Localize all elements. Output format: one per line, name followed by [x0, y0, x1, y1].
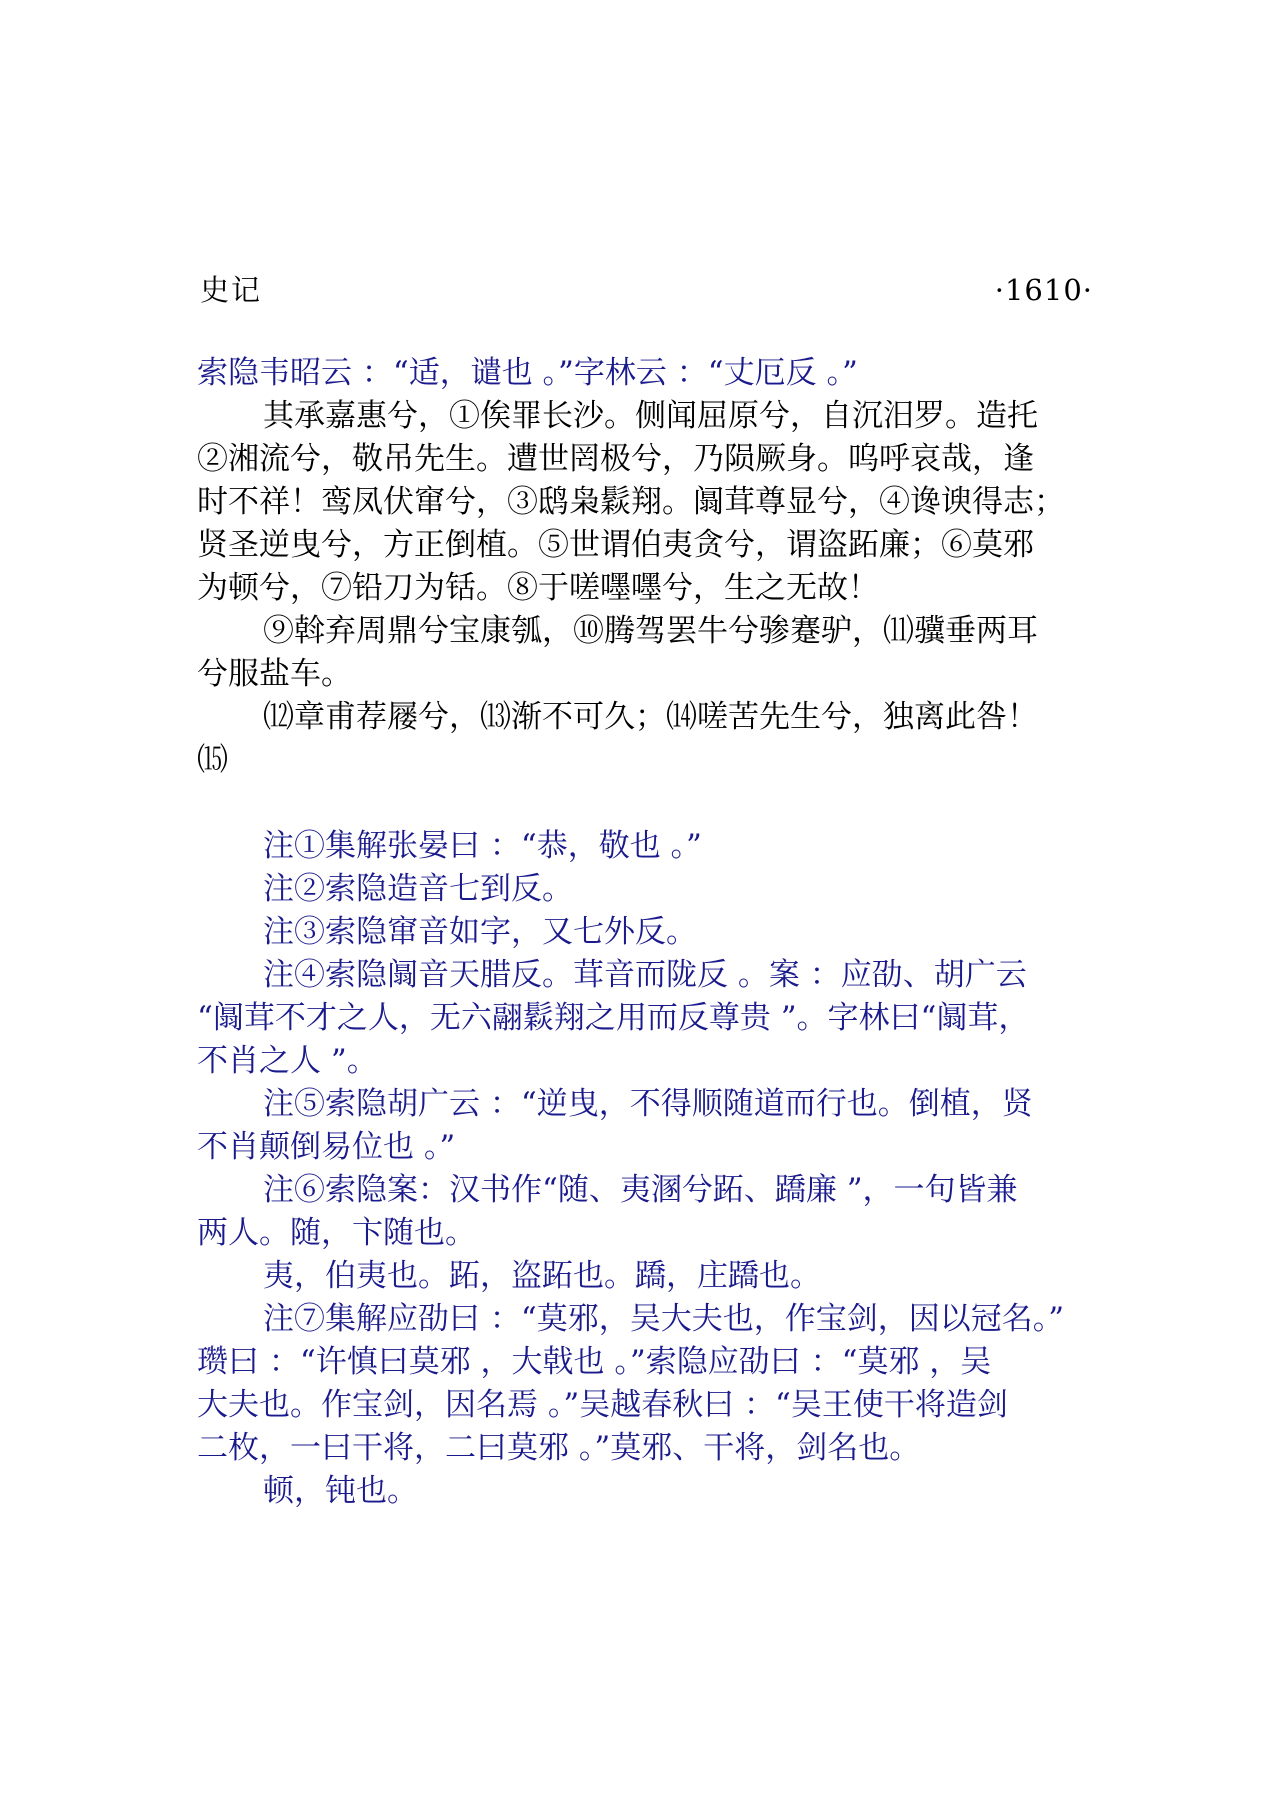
text-line: ②湘流兮，敬吊先生。遭世罔极兮，乃陨厥身。呜呼哀哉，逢 [197, 441, 1034, 477]
annotation-line: 二枚，一曰干将，二曰莫邪 。”莫邪、干将，剑名也。 [197, 1430, 921, 1466]
text-line: 其承嘉惠兮，①俟罪长沙。侧闻屈原兮，自沉汨罗。造托 [263, 398, 1038, 434]
text-line: 为顿兮，⑦铅刀为铦。⑧于嗟嚜嚜兮，生之无故！ [197, 570, 879, 606]
annotation-line: 顿，钝也。 [263, 1473, 418, 1509]
text-line: 贤圣逆曳兮，方正倒植。⑤世谓伯夷贪兮，谓盗跖廉；⑥莫邪 [197, 527, 1034, 563]
annotation-line: 瓒曰 ：“许慎曰莫邪 ，大戟也 。”索隐应劭曰 ：“莫邪 ，吴 [197, 1344, 992, 1380]
page-body [197, 352, 1097, 1513]
annotation-line: 注④索隐阘音天腊反。茸音而陇反 。案 ：应劭、胡广云 [263, 957, 1027, 993]
annotation-line: 注⑥索隐案：汉书作“随、夷溷兮跖、蹻廉 ”，一句皆兼 [263, 1172, 1018, 1208]
text-line: ⒂ [197, 742, 228, 778]
annotation-line: 注①集解张晏曰 ：“恭，敬也 。” [263, 828, 702, 864]
annotation-line: 两人。随，卞随也。 [197, 1215, 476, 1251]
text-line: ⑨斡弃周鼎兮宝康瓠，⑩腾驾罢牛兮骖蹇驴，⑾骥垂两耳 [263, 613, 1038, 649]
text-line: 时不祥！鸾凤伏窜兮，③鸱枭鬏翔。阘茸尊显兮，④谗谀得志； [197, 484, 1065, 520]
text-line [197, 782, 1097, 825]
annotation-line: “阘茸不才之人，无六翮鬏翔之用而反尊贵 ”。字林曰“阘茸， [197, 1000, 1030, 1036]
text-line: ⑿章甫荐屦兮，⒀渐不可久；⒁嗟苦先生兮，独离此咎！ [263, 699, 1038, 735]
annotation-line: 注②索隐造音七到反。 [263, 871, 573, 907]
annotation-line: 索隐韦昭云 ：“适，谴也 。”字林云 ：“丈厄反 。” [197, 355, 858, 391]
annotation-line: 夷，伯夷也。跖，盗跖也。蹻，庄蹻也。 [263, 1258, 821, 1294]
page-number: ·1610· [994, 273, 1093, 307]
annotation-line: 不肖颠倒易位也 。” [197, 1129, 456, 1165]
page-header [200, 268, 1093, 312]
book-title: 史记 [200, 273, 263, 307]
annotation-line: 注⑤索隐胡广云 ：“逆曳，不得顺随道而行也。倒植，贤 [263, 1086, 1033, 1122]
annotation-line: 注③索隐窜音如字，又七外反。 [263, 914, 697, 950]
annotation-line: 不肖之人 ”。 [197, 1043, 378, 1079]
annotation-line: 大夫也。作宝剑，因名焉 。”吴越春秋曰 ：“吴王使干将造剑 [197, 1387, 1008, 1423]
annotation-line: 注⑦集解应劭曰 ：“莫邪，吴大夫也，作宝剑，因以冠名。” [263, 1301, 1065, 1337]
text-line: 兮服盐车。 [197, 656, 352, 692]
